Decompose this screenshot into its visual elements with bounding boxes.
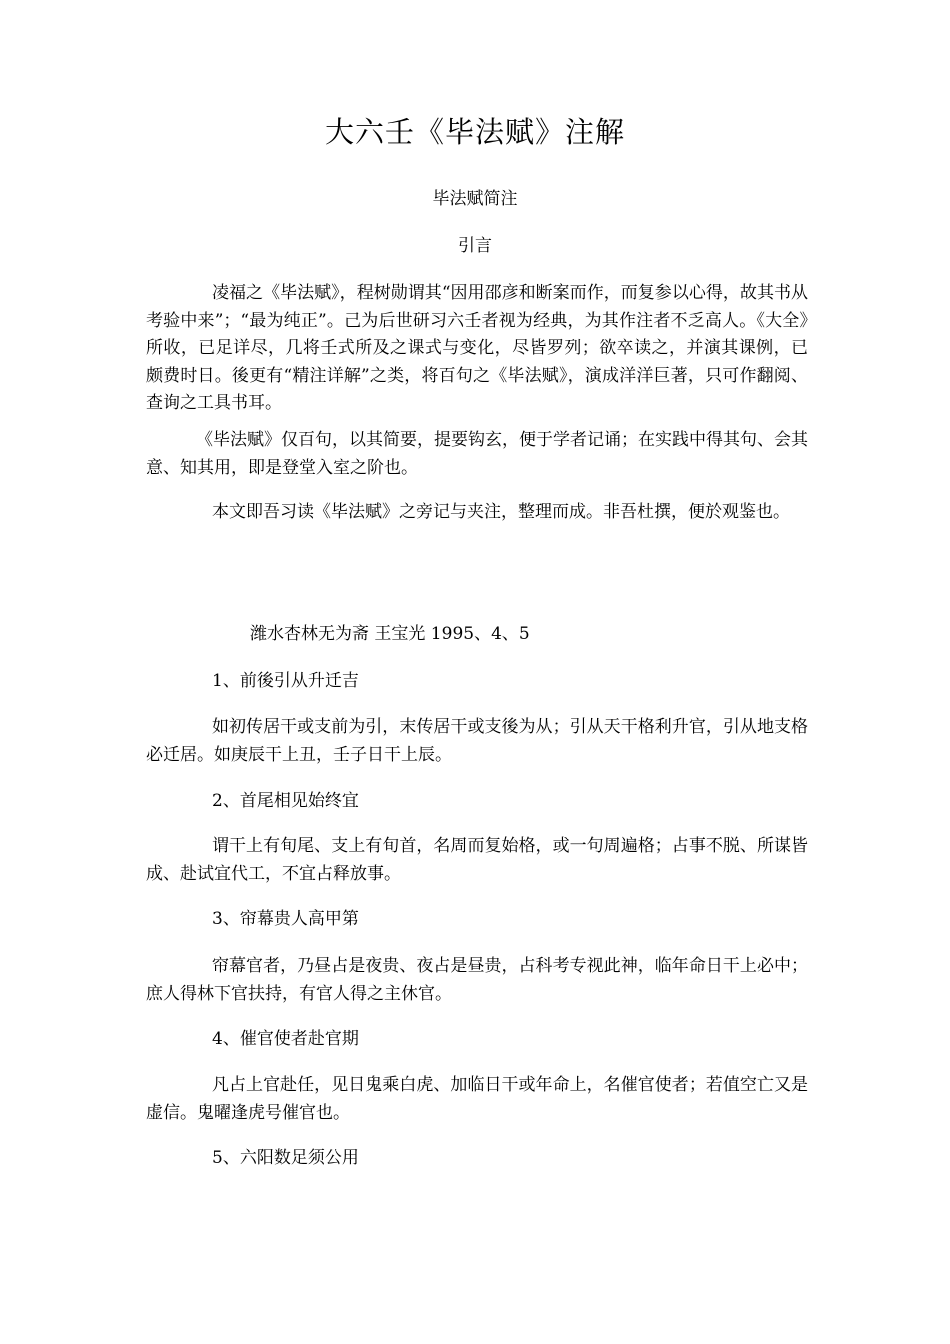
intro-paragraph: 凌福之《毕法赋》，程树勋谓其“因用邵彦和断案而作，而复参以心得，故其书从考验中来”；“最为纯正”。己为后世研习六壬者视为经典，为其作注者不乏高人。《大全》所收，已足详尽，几将壬式所及之课式与变化，尽皆罗列；欲卒读之，并演其课例，已颇费时日。後更有“精注详解”之类，将百句之《毕法赋》，演成洋洋巨著，只可作翻阅、查询之工具书耳。 (146, 283, 808, 413)
item-heading: 3、帘幕贵人高甲第 (212, 909, 359, 929)
item-heading: 4、催官使者赴官期 (212, 1029, 359, 1049)
intro-paragraph: 本文即吾习读《毕法赋》之旁记与夹注，整理而成。非吾杜撰，便於观鉴也。 (212, 502, 790, 522)
author-signature: 潍水杏林无为斋 王宝光 1995、4、5 (250, 624, 530, 644)
item-body: 如初传居干或支前为引，末传居干或支後为从；引从天干格利升官，引从地支格必迁居。如庚辰干上丑，壬子日干上辰。 (146, 717, 808, 765)
item-heading: 1、前後引从升迁吉 (212, 671, 359, 691)
item-body: 谓干上有旬尾、支上有旬首，名周而复始格，或一句周遍格；占事不脱、所谋皆成、赴试宜代工，不宜占释放事。 (146, 836, 808, 884)
item-heading: 2、首尾相见始终宜 (212, 791, 359, 811)
document-title: 大六壬《毕法赋》注解 (324, 115, 625, 149)
intro-heading: 引言 (458, 236, 492, 256)
item-heading: 5、六阳数足须公用 (212, 1148, 359, 1168)
item-body: 帘幕官者，乃昼占是夜贵、夜占是昼贵，占科考专视此神，临年命日干上必中；庶人得林下官扶持，有官人得之主休官。 (146, 956, 808, 1004)
document-subtitle: 毕法赋简注 (432, 189, 518, 209)
intro-paragraph: 《毕法赋》仅百句，以其简要，提要钩玄，便于学者记诵；在实践中得其句、会其意、知其用，即是登堂入室之阶也。 (146, 430, 808, 478)
item-body: 凡占上官赴任，见日鬼乘白虎、加临日干或年命上，名催官使者；若值空亡又是虚信。鬼曜逢虎号催官也。 (146, 1075, 808, 1123)
